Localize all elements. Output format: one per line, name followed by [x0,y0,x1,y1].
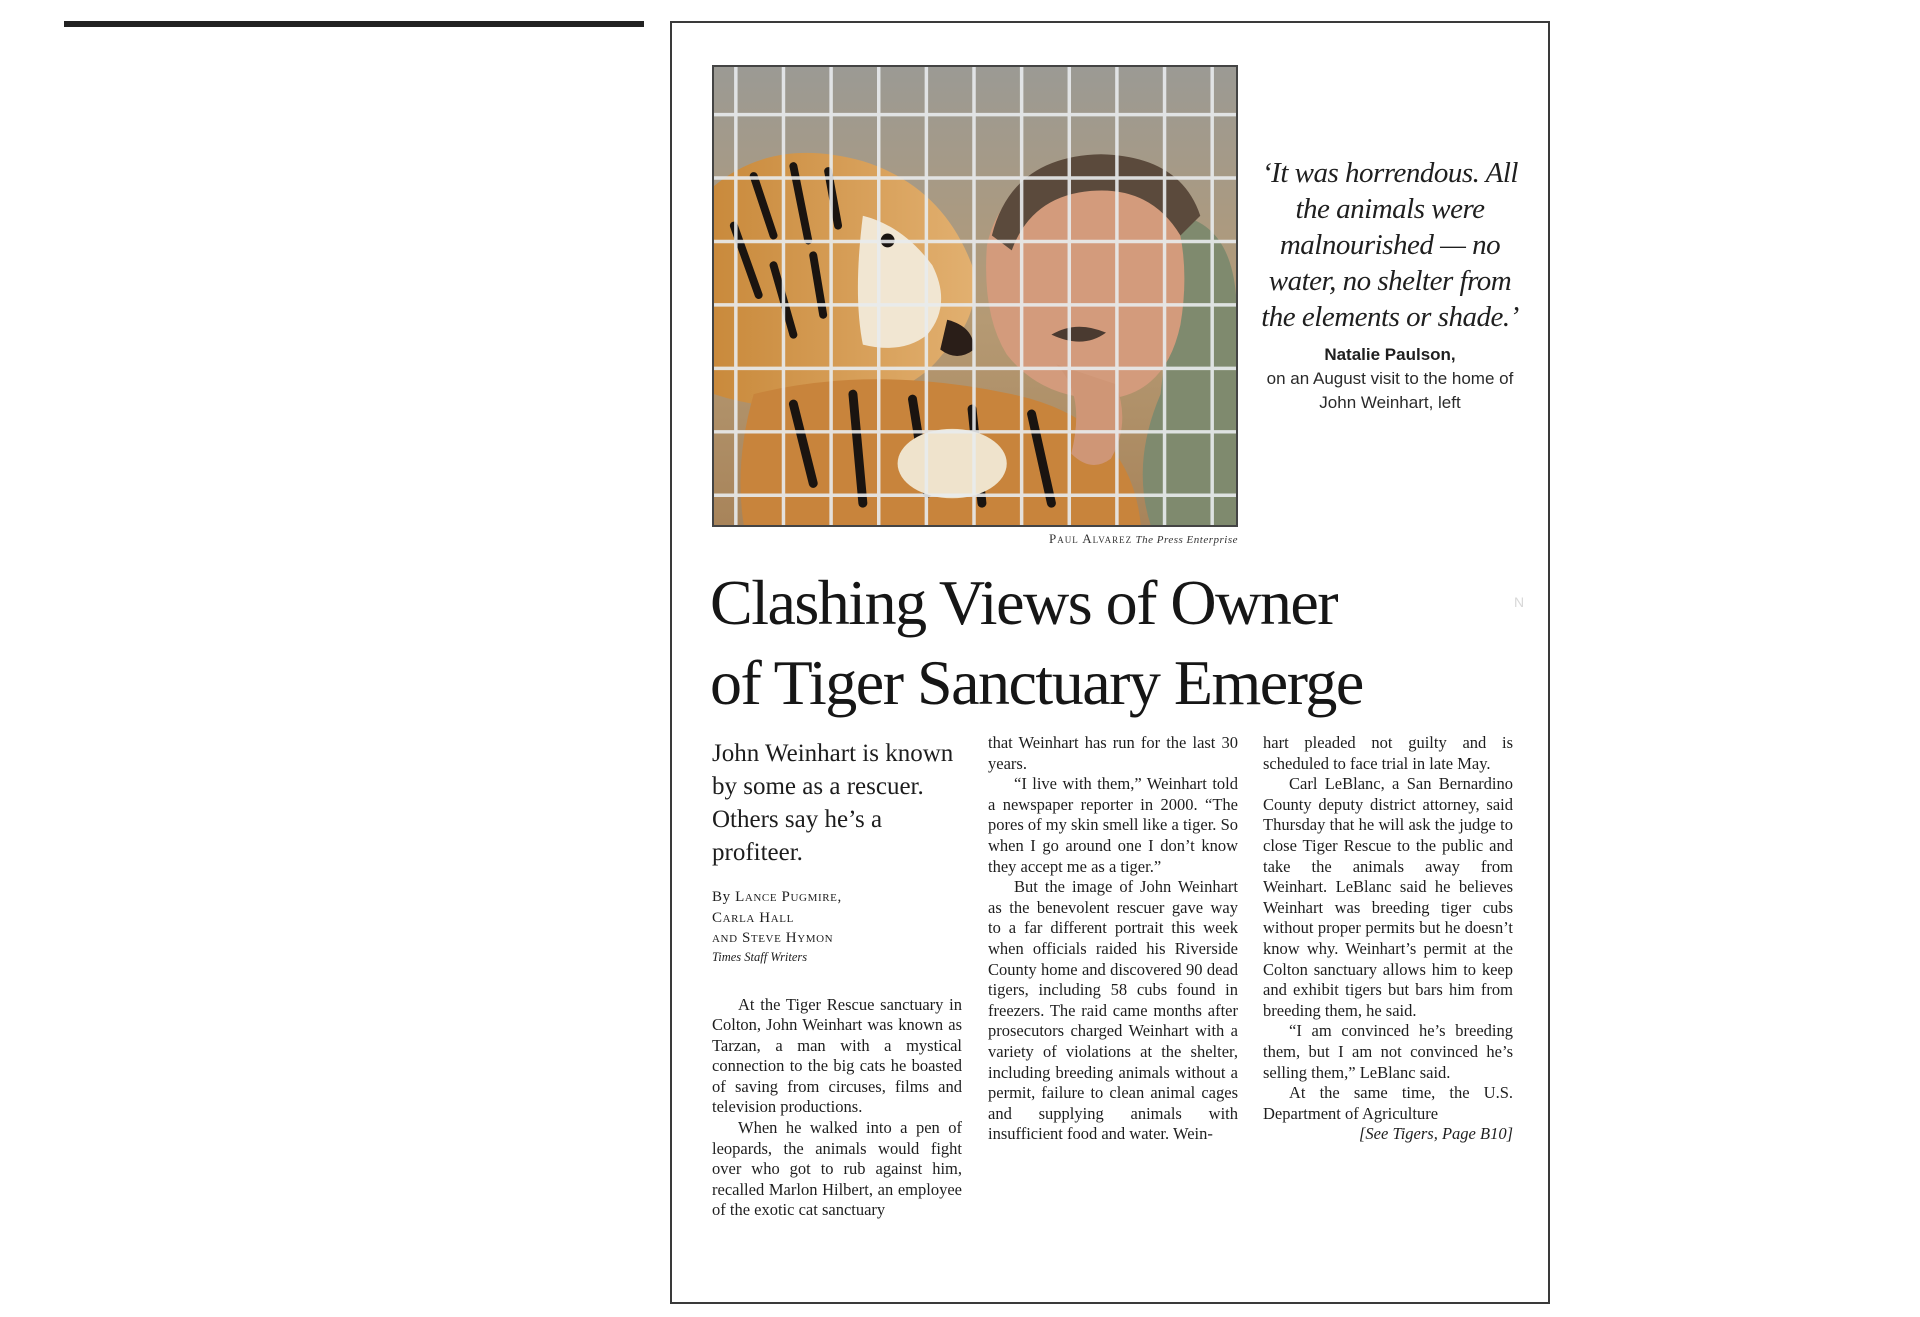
headline-line-2: of Tiger Sanctuary Emerge [710,647,1363,718]
pull-quote [1260,155,1520,415]
paragraph: “I am convinced he’s breeding them, but I am not convinced he’s selling them,” LeBlanc said. [1263,1021,1513,1082]
top-rule [64,21,644,27]
pull-quote-attribution-name: Natalie Paulson, [1324,345,1456,364]
paragraph: At the same time, the U.S. Department of Agriculture [1263,1083,1513,1123]
paragraph: Carl LeBlanc, a San Bernardino County deputy district attorney, said Thursday that he will ask the judge to close Tiger Rescue to the public and take the animals away from Weinhart. LeBlanc said he believes Weinhart was breeding tiger cubs without proper permits but he doesn’t know why. Weinhart’s permit at the Colton sanctuary allows him to keep and exhibit tigers but bars him from breeding them, he said. [1263,774,1513,1020]
paragraph: At the Tiger Rescue sanctuary in Colton, John Weinhart was known as Tarzan, a man with a mystical connection to the big cats he boasted of saving from circuses, films and television productions. [712,994,962,1117]
paragraph: “I live with them,” Weinhart told a newspaper reporter in 2000. “The pores of my skin smell like a tiger. So when I go around one I don’t know they accept me as a tiger.” [988,774,1238,876]
margin-mark: N [1514,594,1525,610]
pull-quote-attribution-desc: on an August visit to the home of John Weinhart, left [1266,369,1514,412]
byline-author-1: Lance Pugmire, [735,889,842,905]
column-2 [988,733,1238,1145]
photo-credit-org: The Press Enterprise [1135,534,1238,546]
byline-by: By [712,889,731,905]
paragraph: that Weinhart has run for the last 30 years. [988,733,1238,773]
deck: John Weinhart is known by some as a rescuer. Others say he’s a profiteer. [712,740,954,866]
byline-author-2: Carla Hall [712,909,794,926]
paragraph: When he walked into a pen of leopards, the animals would fight over who got to rub against him, recalled Marlon Hilbert, an employee of the exotic cat sanctuary [712,1118,962,1220]
column-1 [712,733,962,1221]
paragraph: hart pleaded not guilty and is scheduled to face trial in late May. [1263,733,1513,773]
article-clipping [670,21,1550,1304]
byline-role: Times Staff Writers [712,949,808,964]
headline-line-1: Clashing Views of Owner [710,567,1338,638]
column-3 [1263,733,1513,1145]
article-columns [712,733,1512,1303]
tiger-and-man-image [714,67,1236,525]
byline [712,887,962,965]
photo-credit [712,531,1238,547]
tiger-photo [712,65,1238,527]
pull-quote-text: ‘It was horrendous. All the animals were malnourished — no water, no shelter from the elements or shade.’ [1261,157,1519,333]
byline-author-3: and Steve Hymon [712,930,834,946]
photo-credit-name: Paul Alvarez [1048,531,1133,546]
headline [710,563,1530,723]
paragraph: But the image of John Weinhart as the benevolent rescuer gave way to a far different portrait this week when officials raided his Riverside County home and discovered 90 dead tigers, including 58 cubs found in freezers. The raid came months after prosecutors charged Weinhart with a variety of violations at the shelter, including breeding animals without a permit, failure to clean animal cages and supplying animals with insufficient food and water. Wein- [988,877,1238,1144]
jump-line: [See Tigers, Page B10] [1359,1124,1513,1144]
